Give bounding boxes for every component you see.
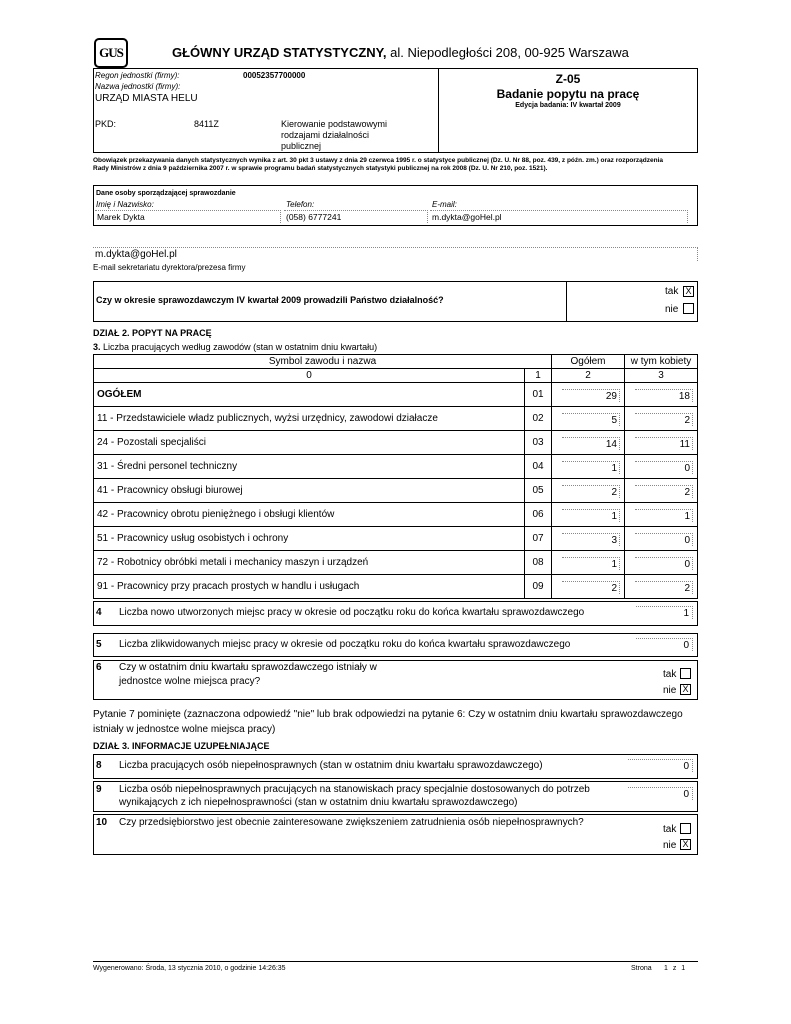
row-code: 03 <box>525 431 552 455</box>
row-total-field[interactable]: 1 <box>562 557 620 570</box>
row-total-field[interactable]: 29 <box>562 389 620 402</box>
org-address: al. Niepodległości 208, 00-925 Warszawa <box>390 45 629 60</box>
q6-yes-label: tak <box>663 669 677 680</box>
q6-no-checkbox[interactable]: X <box>680 684 691 695</box>
row-total-cell <box>552 455 625 479</box>
activity-yes-checkbox[interactable]: X <box>683 286 694 297</box>
q10-text: Czy przedsiębiorstwo jest obecnie zainteresowane zwiększeniem zatrudnienia osób niepełnosprawnych? <box>119 817 584 828</box>
th-idx-3: 3 <box>625 369 698 383</box>
row-total-field[interactable]: 1 <box>562 461 620 474</box>
row-women-field[interactable]: 1 <box>635 509 693 522</box>
divider <box>566 281 567 322</box>
row-women-field[interactable]: 0 <box>635 533 693 546</box>
row-women-cell <box>625 575 698 599</box>
row-women-field[interactable]: 18 <box>635 389 693 402</box>
th-women: w tym kobiety <box>625 355 698 369</box>
q4-num: 4 <box>96 607 102 618</box>
q6-yes-checkbox[interactable] <box>680 668 691 679</box>
th-idx-1: 1 <box>525 369 552 383</box>
activity-no-label: nie <box>665 304 679 315</box>
occupations-table <box>93 354 698 599</box>
table-row <box>94 407 698 431</box>
table-row <box>94 551 698 575</box>
activity-yes-label: tak <box>665 286 679 297</box>
header-title <box>172 45 629 60</box>
q6-text-1: Czy w ostatnim dniu kwartału sprawozdawczego istniały w <box>119 662 377 673</box>
secretariat-email-field[interactable] <box>93 247 698 261</box>
row-total-field[interactable]: 1 <box>562 509 620 522</box>
q6-text-2: jednostce wolne miejsca pracy? <box>119 676 261 687</box>
row-name: 51 - Pracownicy usług osobistych i ochrony <box>94 527 525 551</box>
q10-no-checkbox[interactable]: X <box>680 839 691 850</box>
row-name: 72 - Robotnicy obróbki metali i mechanicy maszyn i urządzeń <box>94 551 525 575</box>
q7-note-1: Pytanie 7 pominięte (zaznaczona odpowiedź "nie" lub brak odpowiedzi na pytanie 6: Czy w ostatnim dniu kwartału sprawozdawczego <box>93 709 683 720</box>
q10-yes-label: tak <box>663 824 677 835</box>
section3-title: DZIAŁ 3. INFORMACJE UZUPEŁNIAJĄCE <box>93 741 270 751</box>
regon-value: 00052357700000 <box>243 71 306 80</box>
row-women-field[interactable]: 0 <box>635 461 693 474</box>
row-total-field[interactable]: 2 <box>562 581 620 594</box>
form-code: Z-05 <box>555 72 581 86</box>
table-row <box>94 503 698 527</box>
gus-logo <box>94 38 128 68</box>
org-name: GŁÓWNY URZĄD STATYSTYCZNY, <box>172 45 387 60</box>
row-name: 91 - Pracownicy przy pracach prostych w handlu i usługach <box>94 575 525 599</box>
q3-heading <box>93 342 377 352</box>
preparer-email-label: E-mail: <box>432 200 457 209</box>
preparer-name-field[interactable] <box>95 210 281 223</box>
row-total-cell <box>552 407 625 431</box>
row-total-cell <box>552 479 625 503</box>
row-code: 01 <box>525 383 552 407</box>
row-code: 07 <box>525 527 552 551</box>
legal-line-1: Obowiązek przekazywania danych statystycznych wynika z art. 30 pkt 3 ustawy z dnia 29 czerwca 1995 r. o statystyce publicznej (Dz. U. Nr 88, poz. 439, z późn. zm.) oraz rozporządzenia <box>93 157 664 164</box>
row-women-cell <box>625 431 698 455</box>
th-symbol: Symbol zawodu i nazwa <box>94 355 552 369</box>
preparer-phone-label: Telefon: <box>286 200 315 209</box>
preparer-section-label: Dane osoby sporządzającej sprawozdanie <box>96 190 236 197</box>
row-total-cell <box>552 503 625 527</box>
row-name: OGÓŁEM <box>94 383 525 407</box>
q9-text-1: Liczba osób niepełnosprawnych pracujących na stanowiskach pracy specjalnie dostosowanych do potrzeb <box>119 784 590 795</box>
regon-label: Regon jednostki (firmy): <box>95 71 180 80</box>
row-women-field[interactable]: 2 <box>635 413 693 426</box>
footer-page-label: Strona <box>631 965 652 972</box>
table-row <box>94 383 698 407</box>
row-total-cell <box>552 527 625 551</box>
row-women-cell <box>625 503 698 527</box>
row-women-cell <box>625 383 698 407</box>
footer-page-value: 1 z 1 <box>664 965 686 972</box>
q6-num: 6 <box>96 662 102 673</box>
preparer-email-value: m.dykta@goHel.pl <box>432 212 502 222</box>
row-code: 02 <box>525 407 552 431</box>
secretariat-email-value: m.dykta@goHel.pl <box>95 249 177 260</box>
q8-num: 8 <box>96 760 102 771</box>
row-women-field[interactable]: 2 <box>635 581 693 594</box>
row-total-field[interactable]: 14 <box>562 437 620 450</box>
q10-num: 10 <box>96 817 108 828</box>
q10-yes-checkbox[interactable] <box>680 823 691 834</box>
row-women-cell <box>625 479 698 503</box>
row-total-cell <box>552 551 625 575</box>
section2-title: DZIAŁ 2. POPYT NA PRACĘ <box>93 328 212 338</box>
q8-text: Liczba pracujących osób niepełnosprawnych (stan w ostatnim dniu kwartału sprawozdawczego) <box>119 760 543 771</box>
q9-text-2: wynikających z ich niepełnosprawności (stan w ostatnim dniu kwartału sprawozdawczego) <box>119 797 518 808</box>
q4-value-field[interactable]: 1 <box>636 606 693 619</box>
q4-text: Liczba nowo utworzonych miejsc pracy w okresie od początku roku do końca kwartału sprawozdawczego <box>119 607 585 618</box>
activity-question: Czy w okresie sprawozdawczym IV kwartał 2009 prowadzili Państwo działalność? <box>96 295 444 305</box>
q6-no-label: nie <box>663 685 677 696</box>
q10-no-label: nie <box>663 840 677 851</box>
row-women-field[interactable]: 0 <box>635 557 693 570</box>
pkd-desc-2: rodzajami działalności <box>281 130 370 140</box>
row-name: 41 - Pracownicy obsługi biurowej <box>94 479 525 503</box>
q5-value-field[interactable]: 0 <box>636 638 693 651</box>
preparer-name-label: Imię i Nazwisko: <box>96 200 154 209</box>
pkd-desc-1: Kierowanie podstawowymi <box>281 119 388 129</box>
q3-text: Liczba pracujących według zawodów (stan w ostatnim dniu kwartału) <box>103 342 378 352</box>
table-row <box>94 455 698 479</box>
row-women-cell <box>625 407 698 431</box>
legal-line-2: Rady Ministrów z dnia 9 października 2007 r. w sprawie programu badań statystycznych statystyki publicznej na rok 2008 (Dz. U. Nr 210, poz. 1521). <box>93 165 548 172</box>
row-total-cell <box>552 431 625 455</box>
row-code: 08 <box>525 551 552 575</box>
row-code: 06 <box>525 503 552 527</box>
name-value: URZĄD MIASTA HELU <box>95 93 198 104</box>
name-label: Nazwa jednostki (firmy): <box>95 82 181 91</box>
row-women-cell <box>625 455 698 479</box>
q3-num: 3. <box>93 342 101 352</box>
preparer-phone-field[interactable] <box>284 210 428 223</box>
preparer-phone-value: (058) 6777241 <box>286 212 342 222</box>
row-total-cell <box>552 383 625 407</box>
pkd-code: 8411Z <box>194 119 219 129</box>
th-total: Ogółem <box>552 355 625 369</box>
q5-num: 5 <box>96 639 102 650</box>
row-code: 09 <box>525 575 552 599</box>
row-name: 42 - Pracownicy obrotu pieniężnego i obsługi klientów <box>94 503 525 527</box>
q8-value-field[interactable]: 0 <box>628 759 693 772</box>
row-women-field[interactable]: 2 <box>635 485 693 498</box>
row-total-field[interactable]: 2 <box>562 485 620 498</box>
table-row <box>94 575 698 599</box>
form-edition: Edycja badania: IV kwartał 2009 <box>515 102 621 109</box>
row-code: 05 <box>525 479 552 503</box>
activity-no-checkbox[interactable] <box>683 303 694 314</box>
row-total-field[interactable]: 5 <box>562 413 620 426</box>
footer-generated: Wygenerowano: Środa, 13 stycznia 2010, o godzinie 14:26:35 <box>93 965 286 972</box>
footer-divider <box>93 961 698 962</box>
row-total-field[interactable]: 3 <box>562 533 620 546</box>
th-idx-2: 2 <box>552 369 625 383</box>
table-row <box>94 527 698 551</box>
q7-note-2: istniały w jednostce wolne miejsca pracy) <box>93 724 276 735</box>
th-idx-0: 0 <box>94 369 525 383</box>
q9-num: 9 <box>96 784 102 795</box>
preparer-email-field[interactable] <box>430 210 688 223</box>
row-women-cell <box>625 551 698 575</box>
form-title: Badanie popytu na pracę <box>496 87 640 101</box>
secretariat-email-label: E-mail sekretariatu dyrektora/prezesa firmy <box>93 263 246 272</box>
q9-value-field[interactable]: 0 <box>628 787 693 800</box>
row-women-cell <box>625 527 698 551</box>
row-name: 24 - Pozostali specjaliści <box>94 431 525 455</box>
row-women-field[interactable]: 11 <box>635 437 693 450</box>
preparer-name-value: Marek Dykta <box>97 212 145 222</box>
table-row <box>94 479 698 503</box>
row-name: 11 - Przedstawiciele władz publicznych, wyżsi urzędnicy, zawodowi działacze <box>94 407 525 431</box>
row-code: 04 <box>525 455 552 479</box>
pkd-label: PKD: <box>95 119 117 129</box>
row-name: 31 - Średni personel techniczny <box>94 455 525 479</box>
pkd-desc-3: publicznej <box>281 141 322 151</box>
q5-text: Liczba zlikwidowanych miejsc pracy w okresie od początku roku do końca kwartału sprawozdawczego <box>119 639 571 650</box>
table-row <box>94 431 698 455</box>
row-total-cell <box>552 575 625 599</box>
gus-logo-text: GUS <box>99 45 123 60</box>
